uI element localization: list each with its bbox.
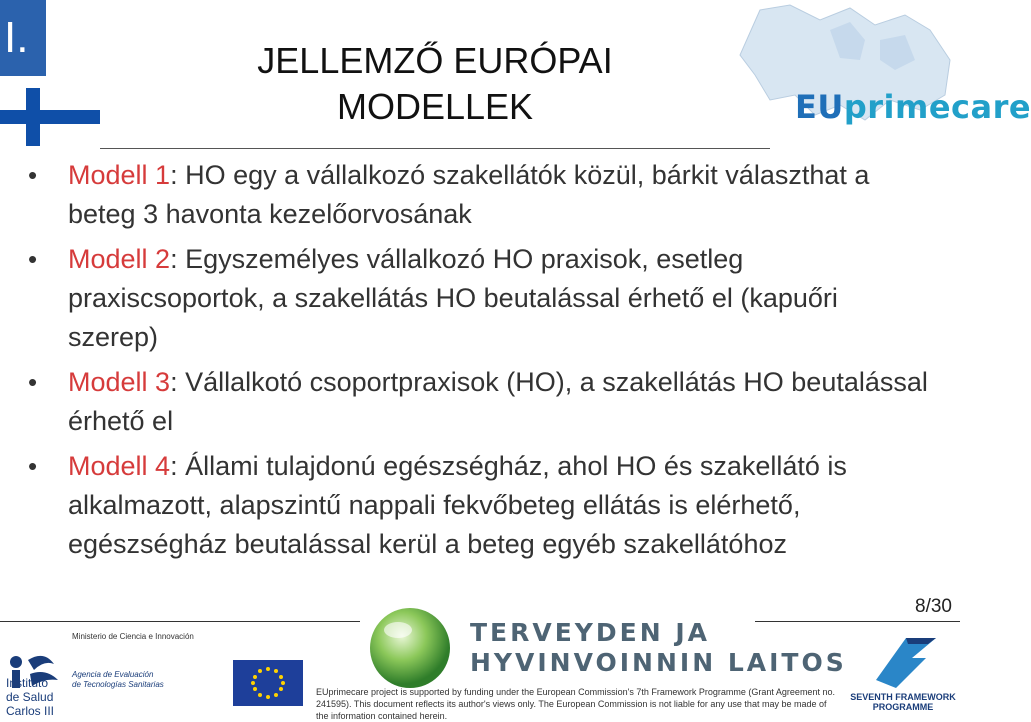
- model-description: : Állami tulajdonú egészségház, ahol HO és szakellátó is alkalmazott, alapszintű nappali fekvőbeteg ellátás is elérhető, egészségház beutalással kerül a beteg egyéb szakellátóhoz: [68, 451, 847, 559]
- eu-flag-icon: [233, 660, 303, 706]
- list-item-model-2: [28, 240, 928, 357]
- model-keyword: Modell 2: [68, 244, 171, 274]
- model-description: : Egyszemélyes vállalkozó HO praxisok, esetleg praxiscsoportok, a szakellátás HO beutalással érhető el (kapuőri szerep): [68, 244, 838, 352]
- logo-primecare-part: primecare: [843, 88, 1031, 126]
- title-line-2: MODELLEK: [336, 86, 534, 127]
- fp7-line-2: PROGRAMME: [872, 702, 934, 712]
- thl-line-2: HYVINVOINNIN LAITOS: [470, 648, 847, 677]
- fp7-text: [850, 692, 956, 712]
- model-list: [28, 150, 928, 564]
- thl-line-1: TERVEYDEN JA: [470, 618, 711, 647]
- model-keyword: Modell 4: [68, 451, 171, 481]
- list-item-model-3: [28, 363, 928, 441]
- isciii-text: Instituto de Salud Carlos III: [6, 676, 55, 718]
- thl-logo-text: [470, 618, 847, 678]
- model-description: : Vállalkotó csoportpraxisok (HO), a szakellátás HO beutalással érhető el: [68, 367, 928, 436]
- title-divider: [100, 148, 770, 149]
- page-number: 8/30: [915, 596, 952, 617]
- model-keyword: Modell 3: [68, 367, 171, 397]
- model-keyword: Modell 1: [68, 160, 171, 190]
- ministry-text: Ministerio de Ciencia e Innovación: [72, 632, 194, 641]
- euprimecare-logo: [795, 88, 1031, 126]
- slide-title: [215, 38, 655, 130]
- fp7-line-1: SEVENTH FRAMEWORK: [850, 692, 956, 702]
- list-item-model-4: [28, 447, 928, 564]
- fp7-logo-icon: [866, 630, 950, 690]
- finland-flag-icon: [0, 88, 100, 146]
- agency-text: Agencia de Evaluación de Tecnologías Sanitarias: [72, 670, 164, 689]
- section-marker: I.: [0, 0, 46, 76]
- funding-disclaimer: EUprimecare project is supported by funding under the European Commission's 7th Framework Programme (Grant Agreement no. 241595). This document reflects its author's views only. The European Commission is not liable for any use that may be made of the information contained herein.: [316, 687, 835, 721]
- list-item-model-1: [28, 156, 928, 234]
- title-line-1: JELLEMZŐ EURÓPAI: [257, 40, 613, 81]
- thl-globe-logo-icon: [362, 600, 458, 696]
- model-description: : HO egy a vállalkozó szakellátók közül, bárkit választhat a beteg 3 havonta kezelőorvosának: [68, 160, 870, 229]
- logo-eu-part: EU: [795, 88, 844, 126]
- footer-divider-left: [0, 621, 360, 622]
